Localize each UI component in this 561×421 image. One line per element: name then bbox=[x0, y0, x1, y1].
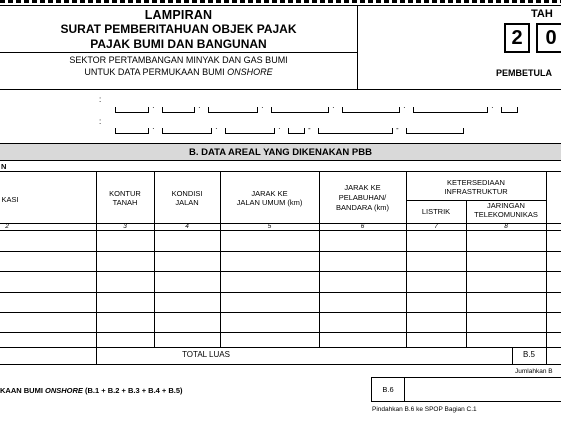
title-lampiran: LAMPIRAN bbox=[144, 8, 213, 22]
col-num-6: 6 bbox=[360, 223, 365, 230]
total-luas-label: TOTAL LUAS bbox=[182, 350, 230, 359]
header-title-separator bbox=[0, 52, 357, 53]
table-row[interactable] bbox=[0, 313, 546, 332]
id1-seg-4[interactable] bbox=[271, 107, 329, 113]
subtitle-onshore: UNTUK DATA PERMUKAAN BUMI ONSHORE bbox=[84, 67, 273, 77]
id2-sep-1: · bbox=[152, 124, 155, 133]
subtitle-sector: SEKTOR PERTAMBANGAN MINYAK DAN GAS BUMI bbox=[69, 55, 288, 65]
table-row-line-6 bbox=[0, 347, 561, 348]
col-num-2: 2 bbox=[5, 223, 9, 230]
table-row[interactable] bbox=[0, 293, 546, 312]
id1-sep-5: · bbox=[403, 103, 406, 112]
header-bottom-border bbox=[0, 89, 561, 90]
title-spop: SURAT PEMBERITAHUAN OBJEK PAJAK bbox=[60, 22, 297, 36]
table-row[interactable] bbox=[0, 333, 546, 347]
table-row[interactable] bbox=[0, 272, 546, 292]
section-b-left-label: N bbox=[1, 162, 7, 171]
year-digit-box-1[interactable]: 2 bbox=[504, 23, 530, 53]
sum-formula-label: KAAN BUMI ONSHORE (B.1 + B.2 + B.3 + B.4 + B.5) bbox=[0, 386, 183, 395]
table-row[interactable] bbox=[0, 231, 546, 251]
id-row-1-colon: : bbox=[99, 95, 102, 104]
table-top-border bbox=[0, 171, 561, 172]
id2-seg-3[interactable] bbox=[225, 128, 275, 134]
id2-sep-3: · bbox=[278, 124, 281, 133]
total-luas-code: B.5 bbox=[522, 350, 535, 359]
id1-seg-6[interactable] bbox=[413, 107, 488, 113]
col-header-jarak-jalan: JARAK KE JALAN UMUM (km) bbox=[236, 189, 303, 207]
id2-seg-4[interactable] bbox=[288, 128, 305, 134]
id1-seg-2[interactable] bbox=[162, 107, 195, 113]
year-label: TAH bbox=[531, 8, 553, 20]
col-header-telekomunikasi: JARINGAN TELEKOMUNIKAS bbox=[474, 201, 538, 219]
id1-seg-5[interactable] bbox=[342, 107, 400, 113]
top-edge-ticks bbox=[0, 0, 561, 3]
id2-sep-5: - bbox=[396, 124, 399, 133]
pindahkan-note: Pindahkan B.6 ke SPOP Bagian C.1 bbox=[372, 406, 477, 413]
id1-sep-4: · bbox=[332, 103, 335, 112]
id2-sep-4: - bbox=[308, 124, 311, 133]
col-header-jarak-pelabuhan: JARAK KE PELABUHAN/ BANDARA (km) bbox=[336, 183, 389, 212]
b6-value-field[interactable] bbox=[405, 378, 561, 401]
id1-seg-7[interactable] bbox=[501, 107, 518, 113]
b6-code: B.6 bbox=[382, 385, 394, 394]
id1-seg-3[interactable] bbox=[208, 107, 258, 113]
col-header-kondisi: KONDISI JALAN bbox=[171, 189, 203, 207]
col-header-listrik: LISTRIK bbox=[421, 207, 451, 216]
col-header-infrastruktur: KETERSEDIAAN INFRASTRUKTUR bbox=[444, 178, 508, 196]
correction-label: PEMBETULA bbox=[496, 68, 552, 78]
header-divider bbox=[357, 5, 358, 89]
col-line-7 bbox=[546, 171, 547, 364]
section-b-top-border bbox=[0, 143, 561, 144]
year-digit-box-2[interactable]: 0 bbox=[536, 23, 561, 53]
jumlahkan-note: Jumlahkan B bbox=[515, 368, 553, 375]
title-pbb: PAJAK BUMI DAN BANGUNAN bbox=[90, 37, 267, 51]
id2-seg-5[interactable] bbox=[318, 128, 393, 134]
col-num-7: 7 bbox=[434, 223, 438, 230]
id1-sep-2: · bbox=[198, 103, 201, 112]
section-b-title-bottom bbox=[0, 160, 561, 161]
total-luas-value-field[interactable] bbox=[547, 348, 561, 363]
col-header-lokasi: KASI bbox=[1, 195, 19, 204]
table-row[interactable] bbox=[0, 252, 546, 271]
id1-sep-3: · bbox=[261, 103, 264, 112]
col-num-8: 8 bbox=[504, 223, 508, 230]
table-bottom-border bbox=[0, 364, 561, 365]
section-b-title: B. DATA AREAL YANG DIKENAKAN PBB bbox=[189, 147, 372, 158]
col-num-3: 3 bbox=[123, 223, 127, 230]
id2-seg-6[interactable] bbox=[406, 128, 464, 134]
id1-sep-6: · bbox=[491, 103, 494, 112]
id2-seg-2[interactable] bbox=[162, 128, 212, 134]
id-row-2-colon: : bbox=[99, 117, 102, 126]
id1-seg-1[interactable] bbox=[115, 107, 149, 113]
header-top-border bbox=[0, 5, 561, 6]
id1-sep-1: · bbox=[152, 103, 155, 112]
col-num-5: 5 bbox=[267, 223, 272, 230]
id2-seg-1[interactable] bbox=[115, 128, 149, 134]
id2-sep-2: · bbox=[215, 124, 218, 133]
col-header-kontur: KONTUR TANAH bbox=[109, 189, 141, 207]
col-num-4: 4 bbox=[185, 223, 189, 230]
